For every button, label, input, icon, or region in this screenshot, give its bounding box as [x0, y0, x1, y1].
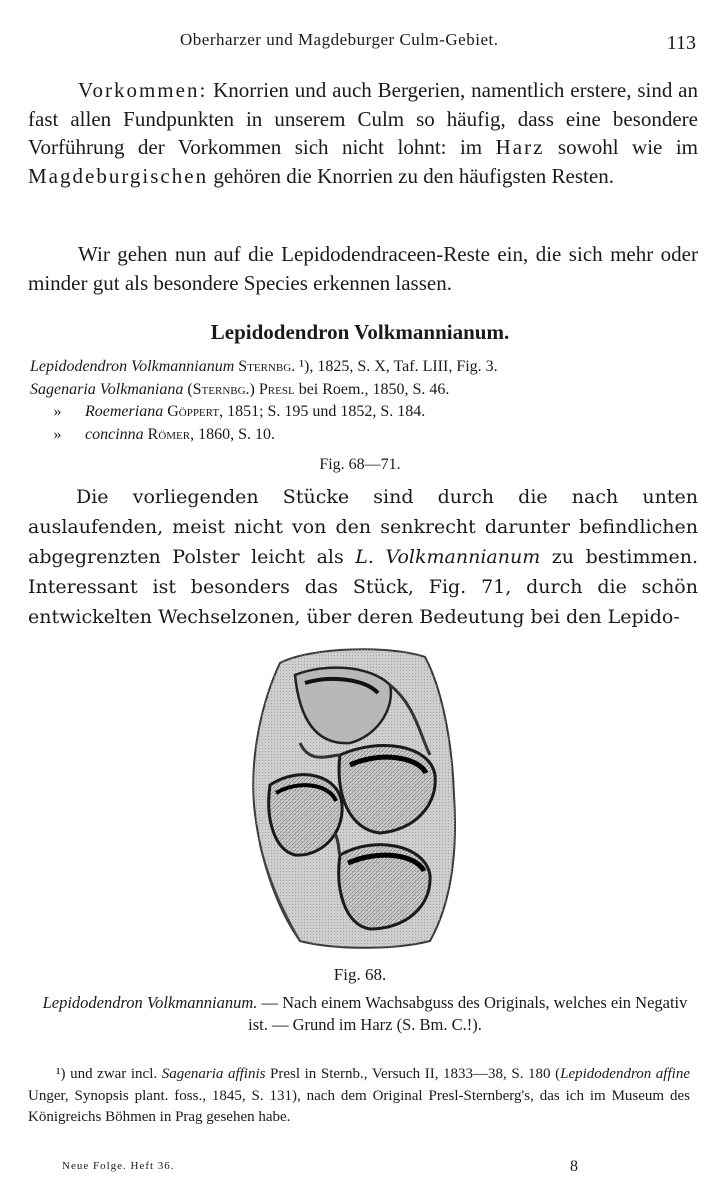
synonym-author: Sternbg. [238, 358, 296, 375]
fossil-illustration [240, 645, 465, 955]
footnote-species: Lepidodendron affine [560, 1066, 690, 1082]
synonym-list [30, 356, 690, 446]
synonym-author: (Sternbg.) Presl [187, 380, 295, 398]
synonym-line [30, 401, 690, 424]
paragraph-text: Wir gehen nun auf die Lepidodendraceen-Reste ein, die sich mehr oder minder gut als besondere Species erkennen lassen. [28, 242, 698, 295]
synonym-line [30, 356, 690, 379]
synonym-name: Roemeriana [85, 403, 164, 420]
figure-caption [40, 992, 690, 1036]
synonym-note: , 1851; S. 195 und 1852, S. 184. [219, 403, 426, 420]
footnote-text: und zwar incl. [65, 1066, 162, 1082]
paragraph-description [28, 482, 698, 632]
paragraph-text: Knorrien und auch Bergerien, namentlich erstere, sind an fast allen Fundpunkten in unserem Culm so häufig, dass eine besondere Vorführung der Vorkommen sich nicht lohnt: im [28, 78, 698, 159]
paragraph-intro [28, 240, 698, 297]
synonym-name: Sagenaria Volkmaniana [30, 380, 184, 398]
place-magdeburg: Magdeburgischen [28, 163, 209, 188]
species-heading: Lepidodendron Volkmannianum. [210, 320, 510, 344]
footnote-text: Unger, Synopsis plant. foss., 1845, S. 131), nach dem Original Presl-Sternberg's, das ich im Museum des Königreichs Böhmen in Prag gesehen habe. [28, 1087, 690, 1125]
paragraph-vorkommen [28, 76, 698, 190]
footnote-text: Presl in Sternb., Versuch II, 1833—38, S. 180 ( [265, 1066, 561, 1082]
synonym-author: Göppert [167, 403, 220, 420]
paragraph-text: zu bestimmen. Interessant ist besonders das Stück, Fig. 71, durch die schön entwickelten Wechselzonen, über deren Bedeutung bei den Lepido- [28, 546, 698, 628]
signature-mark: Neue Folge. Heft 36. [62, 1160, 175, 1172]
footnote-species: Sagenaria affinis [161, 1066, 266, 1082]
footnote [28, 1064, 690, 1129]
synonym-note: bei Roem., 1850, S. 46. [294, 380, 450, 398]
footnote-mark: ¹) [56, 1066, 66, 1082]
ditto-mark: » [53, 425, 62, 443]
synonym-note: ¹), 1825, S. X, Taf. LIII, Fig. 3. [295, 358, 498, 375]
caption-species: Lepidodendron Volkmannianum. [42, 993, 258, 1012]
paragraph-text: sowohl wie im [544, 135, 698, 159]
species-name: L. Volkmannianum [355, 546, 541, 568]
place-harz: Harz [495, 135, 545, 159]
synonym-line [30, 424, 690, 447]
caption-text: — Nach einem Wachsabguss des Originals, welches ein Negativ ist. — Grund im Harz (S. Bm. C.!). [248, 993, 688, 1034]
figure-reference: Fig. 68—71. [319, 456, 401, 473]
vorkommen-lead: Vorkommen: [78, 78, 208, 102]
synonym-note: , 1860, S. 10. [190, 425, 276, 443]
running-title: Oberharzer und Magdeburger Culm-Gebiet. [180, 30, 499, 49]
paragraph-text: gehören die Knorrien zu den häufigsten Resten. [208, 163, 614, 188]
synonym-author: Römer [147, 425, 191, 443]
synonym-name: Lepidodendron Volkmannianum [30, 358, 235, 375]
page-number: 113 [666, 32, 696, 54]
synonym-name: concinna [85, 425, 144, 443]
synonym-line [30, 379, 690, 402]
ditto-mark: » [53, 403, 62, 420]
figure-label: Fig. 68. [333, 965, 387, 984]
paragraph-text: Die vorliegenden Stücke sind durch die nach unten auslaufenden, meist nicht von den senkrecht darunter befindlichen abgegrenzten Polster leicht als [28, 486, 698, 568]
signature-number: 8 [570, 1158, 578, 1175]
running-head [0, 30, 720, 54]
